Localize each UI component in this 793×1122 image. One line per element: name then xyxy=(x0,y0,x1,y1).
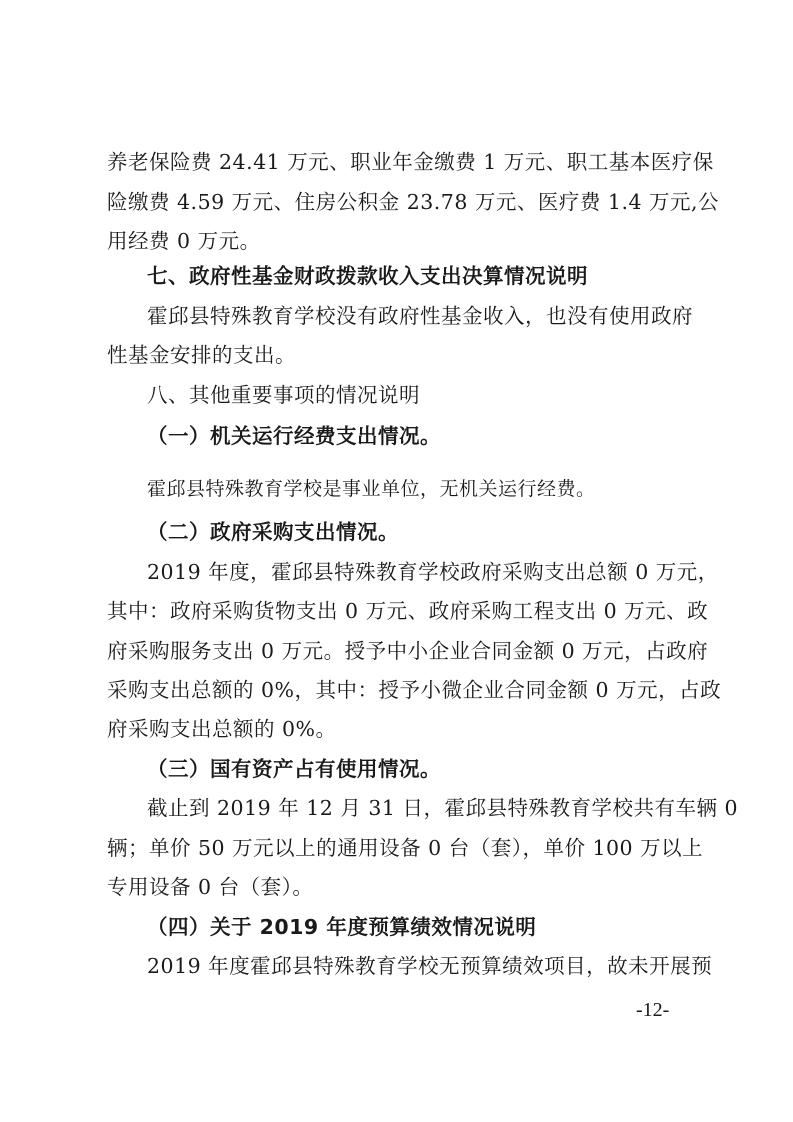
paragraph-line: 截止到 2019 年 12 月 31 日，霍邱县特殊教育学校共有车辆 0 xyxy=(147,796,738,820)
section-heading: 八、其他重要事项的情况说明 xyxy=(147,383,420,407)
paragraph-line: 险缴费 4.59 万元、住房公积金 23.78 万元、医疗费 1.4 万元,公 xyxy=(107,190,720,214)
paragraph-line: 2019 年度，霍邱县特殊教育学校政府采购支出总额 0 万元， xyxy=(147,560,719,584)
subsection-heading: （四）关于 2019 年度预算绩效情况说明 xyxy=(147,915,537,939)
subsection-heading: （一）机关运行经费支出情况。 xyxy=(147,424,441,448)
section-heading: 七、政府性基金财政拨款收入支出决算情况说明 xyxy=(147,264,588,288)
paragraph-line: 霍邱县特殊教育学校没有政府性基金收入，也没有使用政府 xyxy=(147,304,693,328)
subsection-heading: （二）政府采购支出情况。 xyxy=(147,520,399,544)
subsection-heading: （三）国有资产占有使用情况。 xyxy=(147,757,441,781)
paragraph-line: 2019 年度霍邱县特殊教育学校无预算绩效项目，故未开展预 xyxy=(147,954,713,978)
paragraph-line: 专用设备 0 台（套）。 xyxy=(107,875,314,899)
paragraph-line: 其中：政府采购货物支出 0 万元、政府采购工程支出 0 万元、政 xyxy=(107,599,709,623)
paragraph-line: 辆；单价 50 万元以上的通用设备 0 台（套），单价 100 万以上 xyxy=(107,836,704,860)
paragraph-line: 养老保险费 24.41 万元、职业年金缴费 1 万元、职工基本医疗保 xyxy=(107,150,714,174)
paragraph-line: 性基金安排的支出。 xyxy=(107,343,296,367)
paragraph-line: 府采购支出总额的 0%。 xyxy=(107,717,337,741)
page-number: -12- xyxy=(636,999,670,1021)
paragraph-line: 府采购服务支出 0 万元。授予中小企业合同金额 0 万元，占政府 xyxy=(107,639,709,663)
paragraph-line: 采购支出总额的 0%，其中：授予小微企业合同金额 0 万元，占政 xyxy=(107,678,722,702)
paragraph-line: 用经费 0 万元。 xyxy=(107,229,261,253)
paragraph-line: 霍邱县特殊教育学校是事业单位，无机关运行经费。 xyxy=(147,478,596,500)
